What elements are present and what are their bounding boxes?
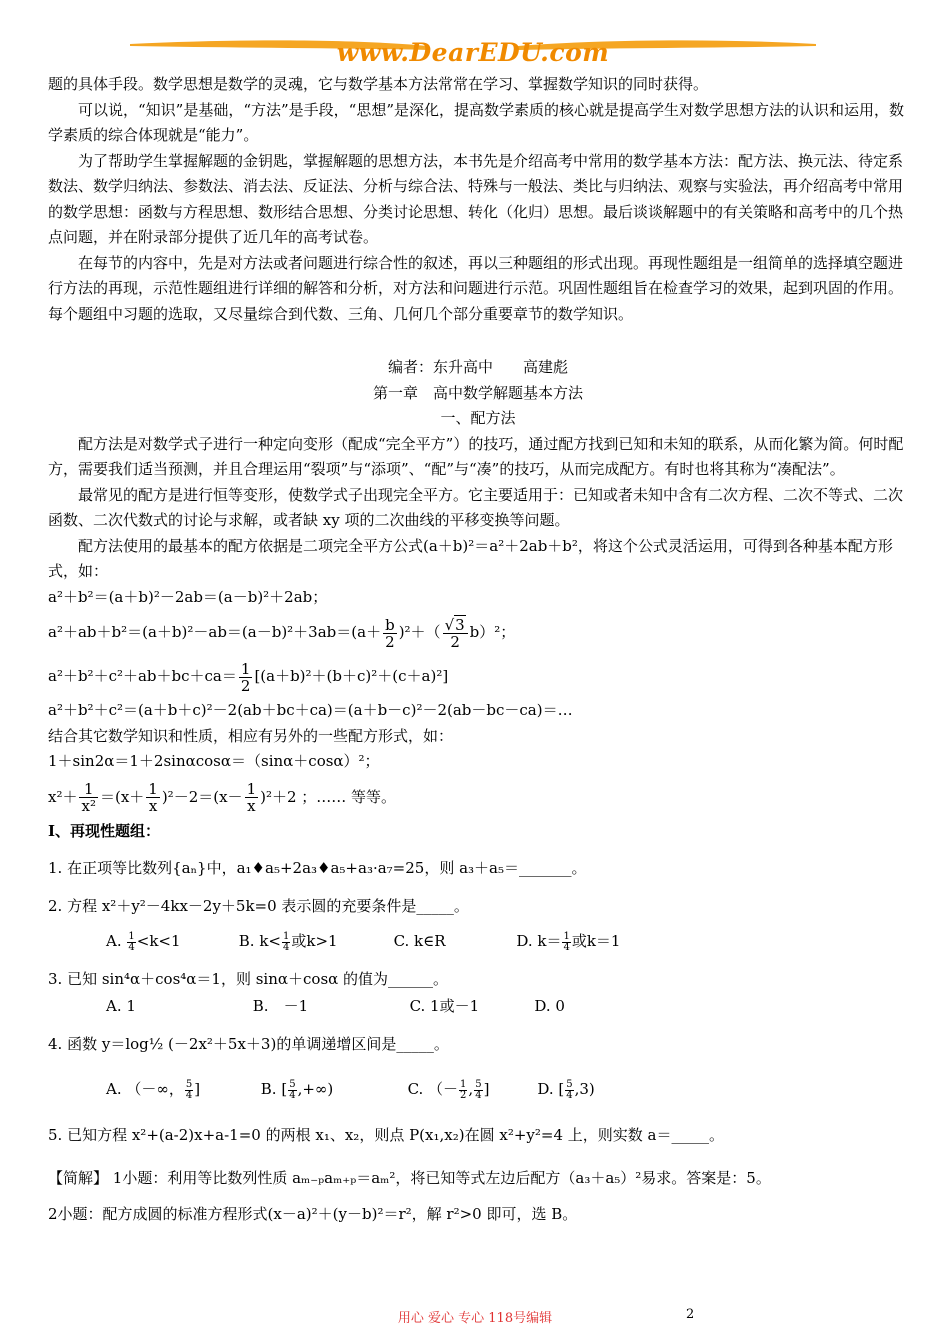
q4-option-b: B. [ $\frac{5}{4}$ ,+∞) — [260, 1078, 334, 1101]
section-title: 一、配方法 — [440, 409, 516, 427]
group-title: Ⅰ、再现性题组： — [48, 821, 161, 840]
formula-6: x²＋ $\frac{1}{\text{x²}}$ ＝(x＋ $\frac{1}{x}$ )²－2＝(x－ $\frac{1}{x}$ )²＋2 ；…… 等等。 — [48, 780, 397, 815]
question-1: 1. 在正项等比数列{aₙ}中，a₁♦a₅+2a₃♦a₅+a₃·a₇=25，则 a₃＋a₅＝_______。 — [48, 859, 587, 877]
formula-1: a²＋b²＝(a＋b)²－2ab＝(a－b)²＋2ab； — [48, 587, 328, 606]
chapter-title: 第一章 高中数学解题基本方法 — [372, 383, 583, 402]
q3-option-c: C. 1或－1 — [409, 997, 480, 1015]
question-3-options — [48, 994, 908, 1020]
method-paragraph-3: 配方法使用的最基本的配方依据是二项完全平方公式(a＋b)²＝a²＋2ab＋b²，将这个公式灵活运用，可得到各种基本配方形式，如： — [48, 536, 893, 580]
question-4: 4. 函数 y＝log½ (－2x²＋5x＋3)的单调递增区间是_____。 — [48, 1034, 449, 1053]
formula-3: a²＋b²＋c²＋ab＋bc＋ca＝ $\frac{1}{2}$ [(a＋b)²＋(b＋c)²＋(c＋a)²] — [48, 659, 449, 695]
intro-paragraph-1: 题的具体手段。数学思想是数学的灵魂，它与数学基本方法常常在学习、掌握数学知识的同时获得。 — [48, 75, 709, 93]
q2-option-a: A. $\frac{1}{4}$ <k<1 — [106, 930, 181, 953]
q3-option-a: A. 1 — [106, 997, 136, 1015]
solution-2: 2小题：配方成圆的标准方程形式(x－a)²＋(y－b)²＝r²，解 r²>0 即可，选 B。 — [48, 1204, 578, 1223]
method-paragraph-1: 配方法是对数学式子进行一种定向变形（配成“完全平方”）的技巧，通过配方找到已知和未知的联系，从而化繁为简。何时配方，需要我们适当预测，并且合理运用“裂项”与“添项”、“配”与“凑”的技巧，从而完成配方。有时也将其称为“凑配法”。 — [48, 434, 904, 478]
q3-option-d: D. 0 — [534, 997, 565, 1015]
solution-1: 【简解】 1小题：利用等比数列性质 aₘ₋ₚaₘ₊ₚ＝aₘ²，将已知等式左边后配方（a₃＋a₅）²易求。答案是：5。 — [48, 1169, 771, 1187]
question-2: 2. 方程 x²＋y²－4kx－2y＋5k=0 表示圆的充要条件是_____。 — [48, 896, 469, 915]
q4-option-d: D. [ $\frac{5}{4}$ ,3) — [537, 1078, 595, 1101]
q4-option-c: C. （－ $\frac{1}{2}$ , $\frac{5}{4}$ ] — [407, 1078, 490, 1101]
q2-option-c: C. k∈R — [393, 932, 446, 950]
main-content — [48, 72, 908, 1227]
q2-option-b: B. k< $\frac{1}{4}$ 或k>1 — [238, 930, 338, 953]
formula-5: 1＋sin2α＝1＋2sinαcosα＝（sinα＋cosα）²； — [48, 752, 380, 770]
q3-option-b: B. －1 — [252, 997, 309, 1015]
question-4-options — [48, 1077, 908, 1103]
method-paragraph-4: 结合其它数学知识和性质，相应有另外的一些配方形式，如： — [48, 726, 454, 745]
q2-option-d: D. k＝ $\frac{1}{4}$ 或k＝1 — [516, 930, 621, 953]
page-number: 2 — [686, 1307, 695, 1322]
formula-4: a²＋b²＋c²＝(a＋b＋c)²－2(ab＋bc＋ca)＝(a＋b－c)²－2(ab－bc－ca)＝… — [48, 701, 573, 719]
intro-paragraph-2: 可以说，“知识”是基础，“方法”是手段，“思想”是深化，提高数学素质的核心就是提高学生对数学思想方法的认识和运用，数学素质的综合体现就是“能力”。 — [48, 100, 905, 144]
formula-2: a²＋ab＋b²＝(a＋b)²－ab＝(a－b)²＋3ab＝(a＋ $\frac{b}{2}$ )²＋（ $\frac{√3}{2}$ b）²； — [48, 615, 516, 651]
question-3: 3. 已知 sin⁴α＋cos⁴α＝1，则 sinα＋cosα 的值为______。 — [48, 969, 449, 988]
intro-paragraph-4: 在每节的内容中，先是对方法或者问题进行综合性的叙述，再以三种题组的形式出现。再现性题组是一组简单的选择填空题进行方法的再现，示范性题组进行详细的解答和分析，对方法和问题进行示范。巩固性题组旨在检查学习的效果，起到巩固的作用。每个题组中习题的选取，又尽量综合到代数、三角、几何几个部分重要章节的数学知识。 — [48, 253, 904, 323]
solution-label: 【简解】 — [48, 1169, 109, 1187]
footer-text: 用心 爱心 专心 118号编辑 — [397, 1311, 553, 1326]
editor-line: 编者：东升高中 高建彪 — [387, 358, 568, 376]
intro-paragraph-3: 为了帮助学生掌握解题的金钥匙，掌握解题的思想方法，本书先是介绍高考中常用的数学基本方法：配方法、换元法、待定系数法、数学归纳法、参数法、消去法、反证法、分析与综合法、特殊与一般法、类比与归纳法、观察与实验法，再介绍高考中常用的数学思想：函数与方程思想、数形结合思想、分类讨论思想、转化（化归）思想。最后谈谈解题中的有关策略和高考中的几个热点问题，并在附录部分提供了近几年的高考试卷。 — [48, 151, 904, 246]
question-5: 5. 已知方程 x²+(a-2)x+a-1=0 的两根 x₁、x₂，则点 P(x₁,x₂)在圆 x²+y²=4 上，则实数 a＝_____。 — [48, 1125, 724, 1144]
header-banner — [128, 28, 818, 78]
question-2-options — [48, 929, 908, 955]
method-paragraph-2: 最常见的配方是进行恒等变形，使数学式子出现完全平方。它主要适用于：已知或者未知中含有二次方程、二次不等式、二次函数、二次代数式的讨论与求解，或者缺 xy 项的二次曲线的平移变换等问题。 — [48, 485, 904, 529]
q4-option-a: A. （－∞， $\frac{5}{4}$ ] — [106, 1078, 201, 1101]
banner-url[interactable]: www.DearEDU.com — [336, 38, 610, 67]
